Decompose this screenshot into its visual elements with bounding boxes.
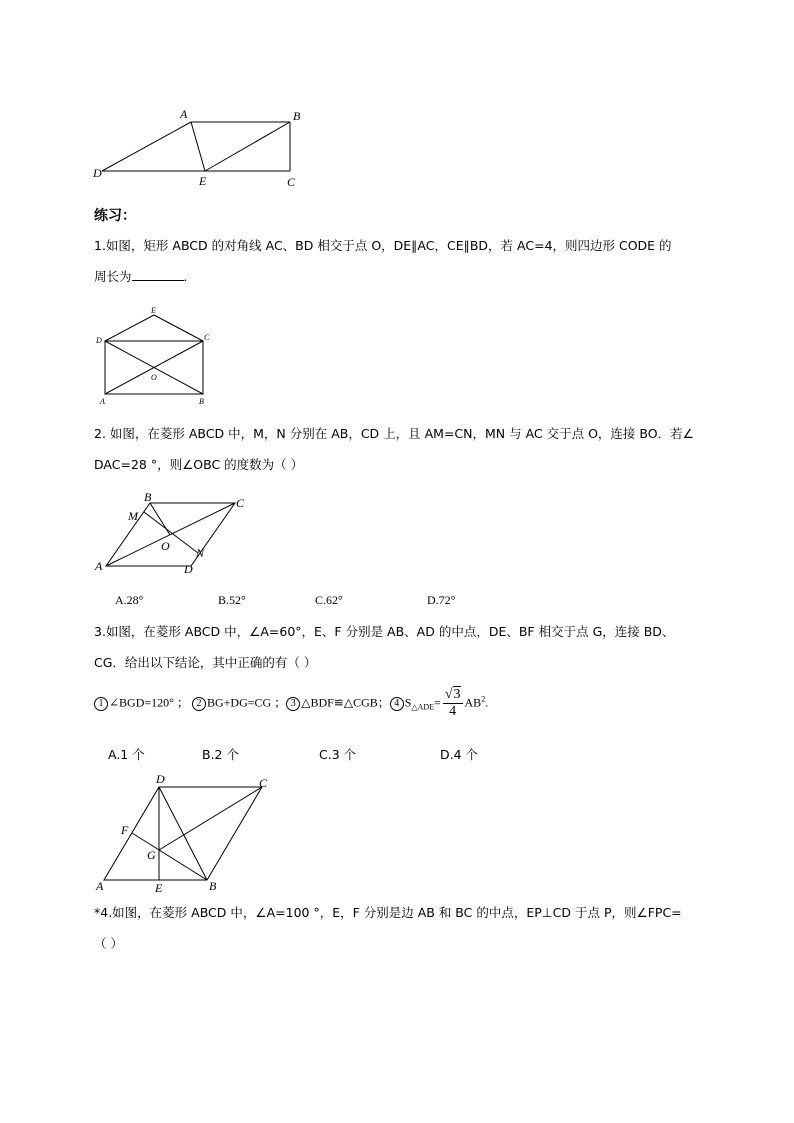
denominator: 4 — [449, 704, 457, 719]
q2-option-c[interactable]: C.62° — [315, 593, 343, 607]
numerator: √3 — [444, 687, 461, 702]
separator: ； — [377, 695, 390, 710]
sqrt-radicand: 3 — [453, 687, 461, 702]
label-d: D — [156, 772, 165, 786]
segment-gc — [159, 787, 262, 850]
label-d: D — [93, 166, 102, 180]
label-c: C — [259, 776, 268, 790]
label-f: F — [121, 823, 129, 837]
segment-da — [102, 122, 191, 171]
fraction — [443, 687, 463, 720]
q3-conclusions — [94, 687, 488, 720]
segment-mn — [144, 512, 198, 553]
diagonal-db — [159, 787, 207, 880]
label-o: O — [161, 539, 170, 553]
segment-de — [105, 315, 154, 341]
label-c: C — [287, 175, 296, 189]
q1-answer-blank — [132, 268, 184, 281]
segment-ec — [154, 315, 203, 341]
label-b: B — [199, 397, 204, 406]
q2-option-d[interactable]: D.72° — [427, 593, 456, 607]
conclusion-1: ∠BGD=120° — [109, 695, 174, 710]
conclusion-4-s: S — [404, 695, 412, 710]
q2-text-line2: DAC=28 °，则∠OBC 的度数为（ ） — [94, 457, 304, 472]
label-n: N — [196, 546, 205, 560]
q3-option-d[interactable]: D.4 个 — [440, 747, 479, 762]
conclusion-4-end: . — [485, 695, 489, 710]
segment-ae — [191, 122, 205, 171]
conclusion-4-ab: AB — [464, 695, 482, 710]
label-c: C — [204, 333, 210, 342]
label-a: A — [180, 107, 188, 121]
label-o: O — [151, 373, 157, 382]
conclusion-4-sub: △ADE — [411, 702, 435, 712]
segment-eb — [205, 122, 290, 171]
label-b: B — [144, 490, 152, 504]
circle-num-4: 4 — [390, 697, 404, 711]
q3-option-a[interactable]: A.1 个 — [108, 747, 145, 762]
label-a: A — [100, 397, 105, 406]
q1-text-line2 — [94, 268, 196, 286]
label-b: B — [209, 879, 217, 893]
label-e: E — [199, 174, 207, 188]
diagonal-ac — [106, 503, 235, 566]
q3-text-line2: CG．给出以下结论，其中正确的有（ ） — [94, 655, 317, 670]
segment-fb — [132, 833, 207, 880]
label-a: A — [95, 559, 103, 573]
circle-num-1: 1 — [94, 697, 108, 711]
q2-text-line1: 2. 如图，在菱形 ABCD 中，M，N 分别在 AB，CD 上，且 AM=CN，MN 与 AC 交于点 O，连接 BO．若∠ — [94, 426, 694, 441]
label-g: G — [147, 848, 156, 862]
separator: ； — [274, 695, 287, 710]
figure-rhombus-q2 — [92, 488, 262, 576]
conclusion-2: BG+DG=CG — [206, 695, 272, 710]
practice-title: 练习： — [94, 208, 136, 224]
label-a: A — [96, 879, 104, 893]
conclusion-4-sup: 2 — [481, 694, 486, 704]
q2-option-a[interactable]: A.28° — [115, 593, 144, 607]
label-d: D — [96, 336, 102, 345]
label-e: E — [155, 881, 163, 895]
label-d: D — [184, 562, 193, 576]
conclusion-4-eq: = — [434, 695, 441, 710]
label-b: B — [293, 109, 301, 123]
figure-rectangle — [93, 303, 218, 408]
label-e: E — [151, 306, 156, 315]
separator: ； — [176, 695, 189, 710]
q4-text-line1: *4.如图，在菱形 ABCD 中，∠A=100 °，E，F 分别是边 AB 和 BC 的中点，EP⊥CD 于点 P，则∠FPC= — [94, 905, 682, 920]
q3-option-c[interactable]: C.3 个 — [319, 747, 357, 762]
figure-trapezoid — [90, 100, 320, 192]
q1-text-line1: 1.如图，矩形 ABCD 的对角线 AC、BD 相交于点 O，DE∥AC，CE∥BD，若 AC=4，则四边形 CODE 的 — [94, 238, 672, 253]
q3-option-b[interactable]: B.2 个 — [202, 747, 239, 762]
figure-rhombus-q3 — [92, 768, 282, 896]
q2-option-b[interactable]: B.52° — [218, 593, 246, 607]
circle-num-2: 2 — [192, 697, 206, 711]
circle-num-3: 3 — [286, 697, 300, 711]
q1-suffix: ． — [183, 269, 197, 284]
q1-prefix: 周长为 — [94, 269, 132, 284]
label-m: M — [128, 509, 138, 523]
conclusion-3: △BDF≌△CGB — [301, 695, 378, 710]
q3-text-line1: 3.如图，在菱形 ABCD 中，∠A=60°，E、F 分别是 AB、AD 的中点，DE、BF 相交于点 G，连接 BD、 — [94, 624, 675, 639]
q4-text-line2: （ ） — [94, 936, 123, 951]
label-c: C — [236, 496, 245, 510]
